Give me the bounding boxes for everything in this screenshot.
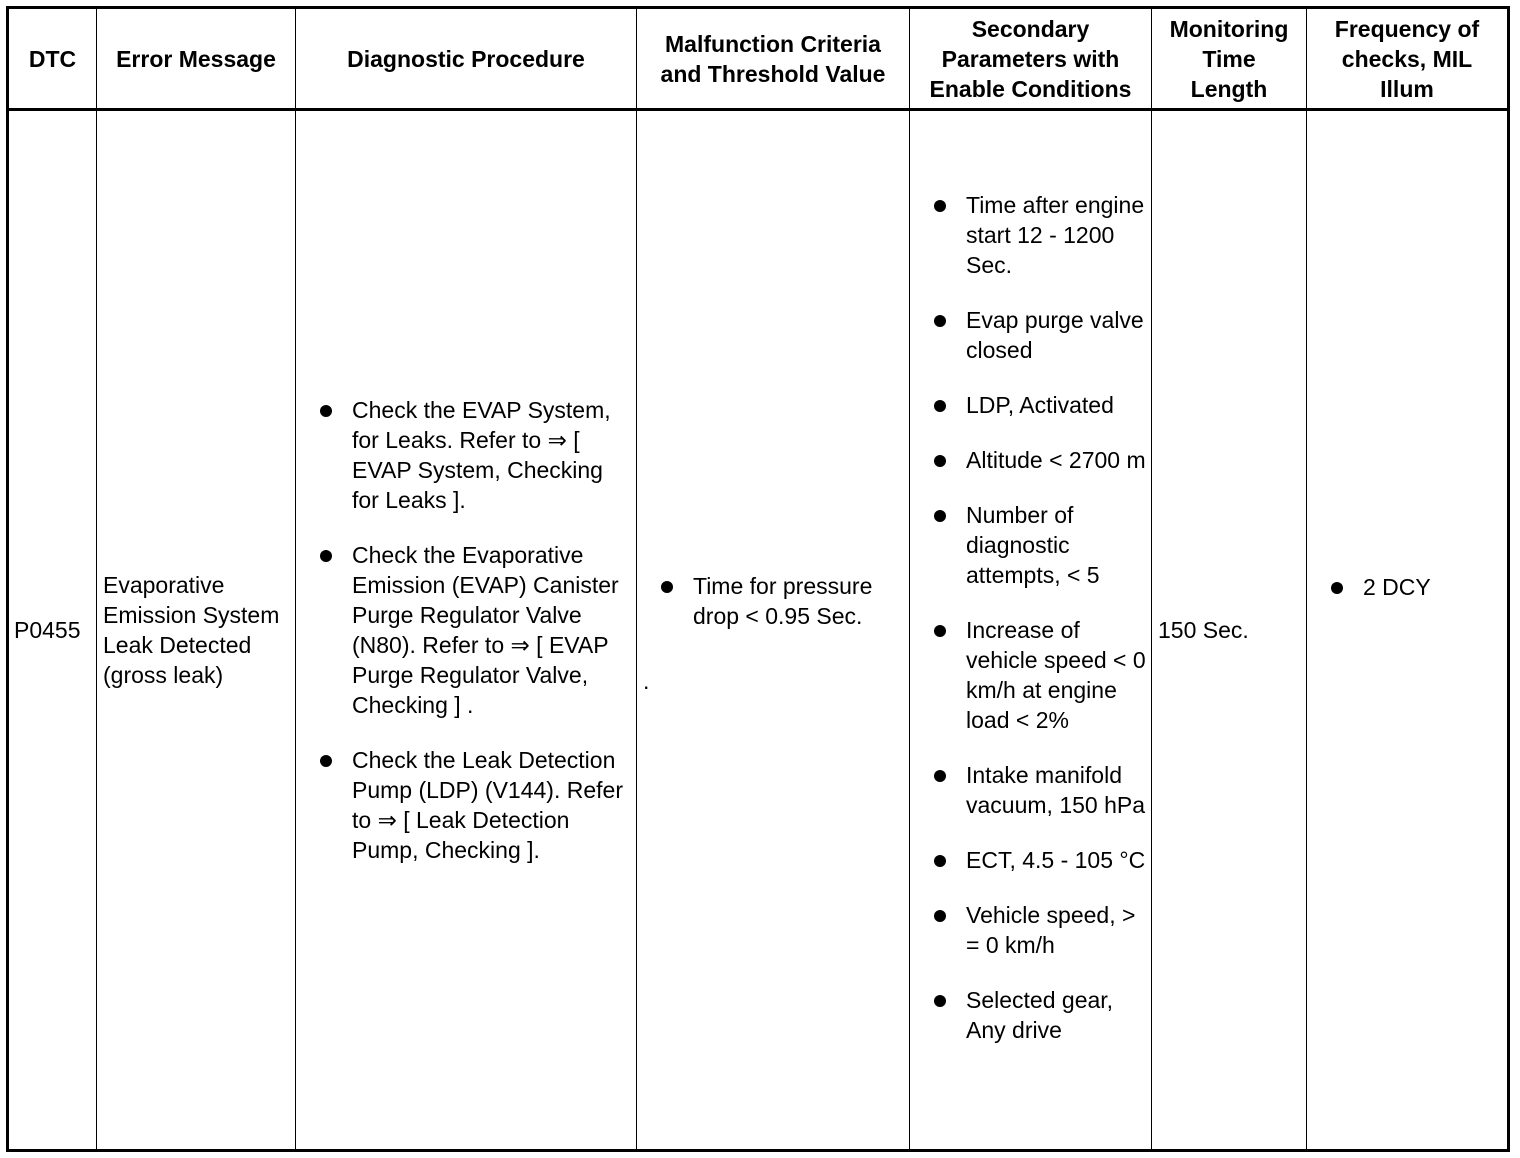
- monitoring-time: 150 Sec.: [1152, 110, 1307, 1151]
- malfunction-criteria: [637, 110, 910, 1151]
- procedure-step-text: Check the EVAP System, for Leaks. Refer to ⇒ [ EVAP System, Checking for Leaks ].: [352, 397, 611, 513]
- list-item: [910, 390, 1147, 420]
- table-row: [8, 110, 1509, 1151]
- frequency: [1307, 110, 1509, 1151]
- header-dtc: DTC: [8, 8, 97, 110]
- bullet-icon: [934, 995, 946, 1007]
- bullet-icon: [934, 855, 946, 867]
- bullet-icon: [934, 315, 946, 327]
- parameter-text: Vehicle speed, > = 0 km/h: [966, 902, 1136, 958]
- header-frequency: Frequency of checks, MIL Illum: [1307, 8, 1509, 110]
- bullet-icon: [934, 200, 946, 212]
- parameter-text: Evap purge valve closed: [966, 307, 1144, 363]
- bullet-icon: [934, 510, 946, 522]
- parameter-text: Altitude < 2700 m: [966, 447, 1146, 473]
- list-item: [296, 395, 630, 515]
- secondary-parameters: [910, 110, 1152, 1151]
- parameter-text: Number of diagnostic attempts, < 5: [966, 502, 1100, 588]
- bullet-icon: [661, 581, 673, 593]
- list-item: [637, 571, 903, 631]
- frequency-list: [1307, 572, 1507, 602]
- parameter-text: Intake manifold vacuum, 150 hPa: [966, 762, 1146, 818]
- bullet-icon: [320, 405, 332, 417]
- list-item: [910, 900, 1147, 960]
- list-item: [910, 845, 1147, 875]
- bullet-icon: [320, 755, 332, 767]
- list-item: [910, 190, 1147, 280]
- header-error-message: Error Message: [97, 8, 296, 110]
- procedure-step-text: Check the Evaporative Emission (EVAP) Canister Purge Regulator Valve (N80). Refer to ⇒ [ EVAP Purge Regulator Valve, Checking ] .: [352, 542, 619, 718]
- list-item: [910, 305, 1147, 365]
- header-monitoring-time: Monitoring Time Length: [1152, 8, 1307, 110]
- stray-mark: .: [643, 668, 650, 694]
- bullet-icon: [934, 910, 946, 922]
- secondary-parameters-list: [910, 190, 1151, 1045]
- header-malfunction-criteria: Malfunction Criteria and Threshold Value: [637, 8, 910, 110]
- criteria-text: Time for pressure drop < 0.95 Sec.: [693, 573, 873, 629]
- bullet-icon: [320, 550, 332, 562]
- diagnostic-procedure-list: [296, 395, 636, 865]
- list-item: [910, 500, 1147, 590]
- error-message: Evaporative Emission System Leak Detected (gross leak): [97, 110, 296, 1151]
- diagnostic-procedure: [296, 110, 637, 1151]
- parameter-text: ECT, 4.5 - 105 °C: [966, 847, 1146, 873]
- parameter-text: LDP, Activated: [966, 392, 1114, 418]
- header-row: [8, 8, 1509, 110]
- malfunction-criteria-list: [637, 571, 909, 631]
- list-item: [910, 985, 1147, 1045]
- bullet-icon: [934, 400, 946, 412]
- list-item: [910, 615, 1147, 735]
- list-item: [296, 540, 630, 720]
- dtc-code: P0455: [8, 110, 97, 1151]
- frequency-text: 2 DCY: [1363, 574, 1431, 600]
- header-secondary-parameters: Secondary Parameters with Enable Conditions: [910, 8, 1152, 110]
- bullet-icon: [934, 770, 946, 782]
- procedure-step-text: Check the Leak Detection Pump (LDP) (V144). Refer to ⇒ [ Leak Detection Pump, Checking ].: [352, 747, 623, 863]
- list-item: [296, 745, 630, 865]
- list-item: [910, 760, 1147, 820]
- parameter-text: Increase of vehicle speed < 0 km/h at engine load < 2%: [966, 617, 1146, 733]
- parameter-text: Selected gear, Any drive: [966, 987, 1114, 1043]
- bullet-icon: [934, 625, 946, 637]
- list-item: [910, 445, 1147, 475]
- header-diagnostic-procedure: Diagnostic Procedure: [296, 8, 637, 110]
- dtc-table: [6, 6, 1510, 1152]
- list-item: [1307, 572, 1507, 602]
- parameter-text: Time after engine start 12 - 1200 Sec.: [966, 192, 1145, 278]
- bullet-icon: [1331, 582, 1343, 594]
- bullet-icon: [934, 455, 946, 467]
